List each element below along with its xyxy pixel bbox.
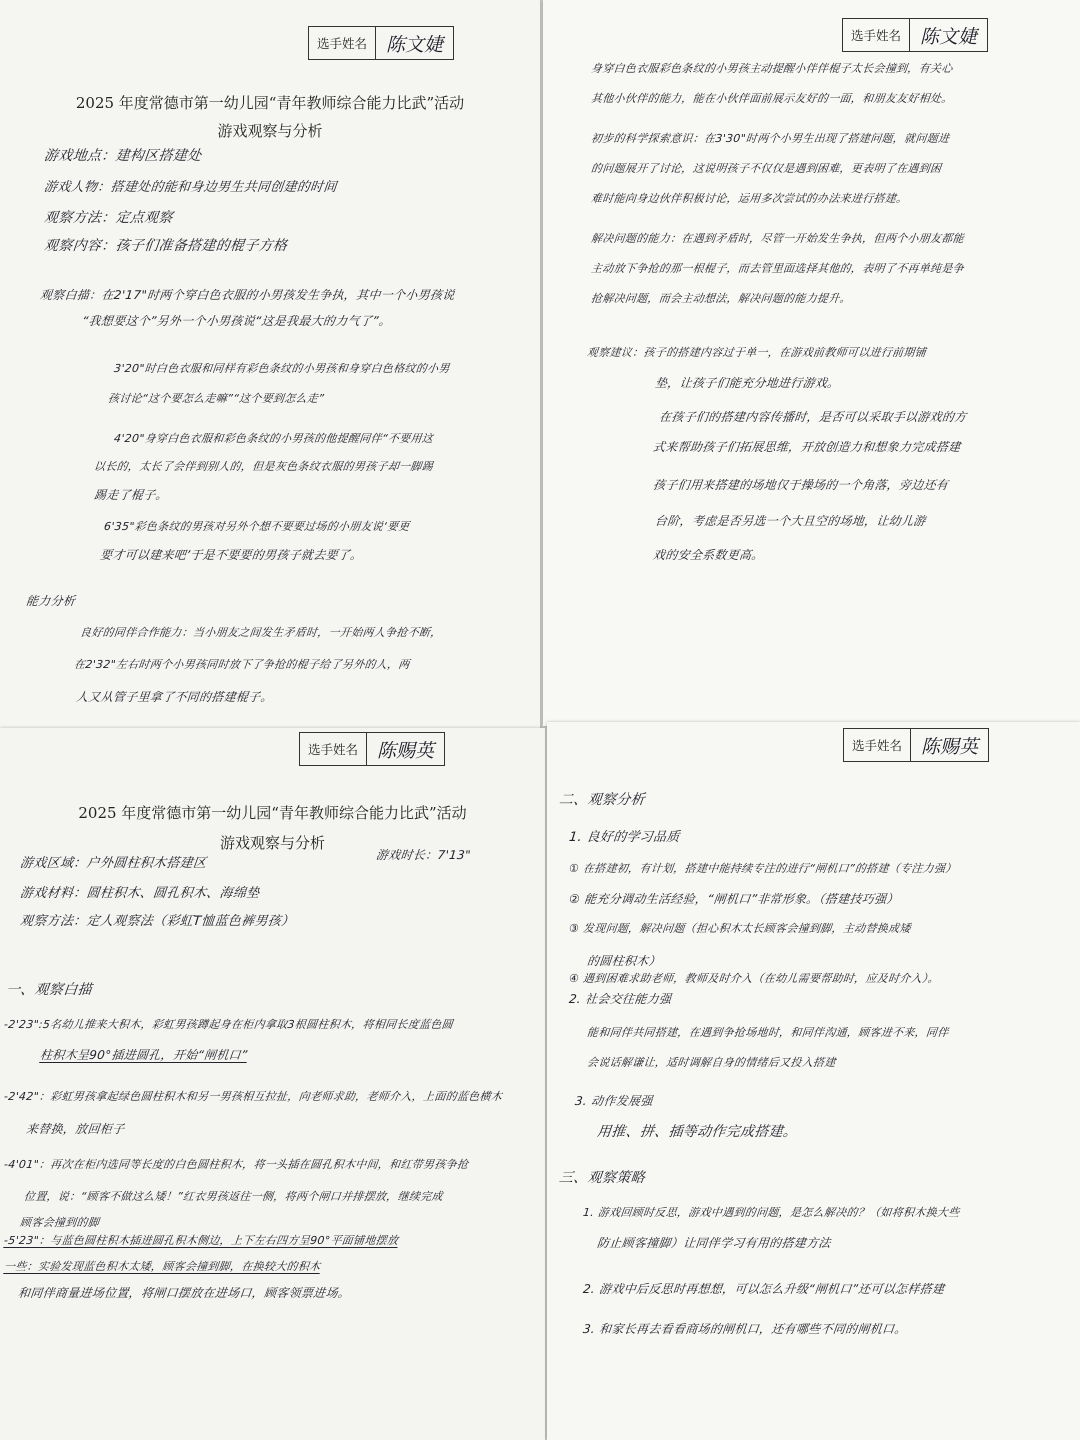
line-observe-2: “我想要这个”另外一个小男孩说“这是我最大的力气了”。 <box>81 314 392 328</box>
line-observe-5: -4'01"：再次在柜内选同等长度的白色圆柱积木，将一头插在圆孔积木中间，和红带男孩争抢 <box>3 1158 469 1171</box>
heading-analysis: 二、观察分析 <box>558 792 646 808</box>
line-analysis-4: ③ 发现问题，解决问题（担心积木太长顾客会撞到脚，主动替换成矮 <box>568 922 912 935</box>
contestant-name: 陈赐英 <box>921 735 979 758</box>
document-title: 2025 年度常德市第一幼儿园“青年教师综合能力比武”活动 <box>75 94 465 112</box>
heading-strategy: 三、观察策略 <box>558 1170 646 1186</box>
line-observe-6: 以长的，太长了会伴到别人的，但是灰色条纹衣服的男孩子却一脚踢 <box>93 460 434 473</box>
line-ability-2: 在2'32"左右时两个小男孩同时放下了争抢的棍子给了另外的人，两 <box>73 658 411 671</box>
line-observe-3: 3'20"时白色衣服和同样有彩色条纹的小男孩和身穿白色格纹的小男 <box>113 362 451 375</box>
line-observe-5: 4'20"身穿白色衣服和彩色条纹的小男孩的他提醒同伴“不要用这 <box>113 432 434 445</box>
heading-ability: 能力分析 <box>25 594 76 608</box>
contestant-name: 陈赐英 <box>377 739 435 762</box>
line-2: 其他小伙伴的能力，能在小伙伴面前展示友好的一面，和朋友友好相处。 <box>590 92 954 105</box>
line-observe-10: 和同伴商量进场位置，将闸口摆放在进场口，顾客领票进场。 <box>17 1286 351 1300</box>
line-analysis-2: ① 在搭建初，有计划，搭建中能持续专注的进行“闸机口”的搭建（专注力强） <box>568 862 958 875</box>
document-title: 2025 年度常德市第一幼儿园“青年教师综合能力比武”活动 <box>78 804 467 822</box>
line-strategy-3: 2. 游戏中后反思时再想想，可以怎么升级“闸机口”还可以怎样搭建 <box>582 1282 946 1296</box>
contestant-name: 陈文婕 <box>386 33 444 56</box>
line-strategy-4: 3. 和家长再去看看商场的闸机口，还有哪些不同的闸机口。 <box>582 1322 908 1336</box>
line-observe-9: 一些：实验发现蓝色积木太矮，顾客会撞到脚，在换较大的积木 <box>3 1260 322 1273</box>
line-observe-8: -5'23"：与蓝色圆柱积木插进圆孔积木侧边，上下左右四方呈90°平面铺地摆放 <box>3 1234 399 1247</box>
line-observe-6: 位置，说：“顾客不做这么矮！”红衣男孩返往一侧，将两个闸口并排摆放，继续完成 <box>23 1190 444 1203</box>
line-3: 初步的科学探索意识：在3'30"时两个小男生出现了搭建问题，就问题进 <box>590 132 950 145</box>
line-observe-8: 6'35"彩色条纹的男孩对另外个想不要要过场的小朋友说‘要更 <box>103 520 411 533</box>
name-box <box>842 18 988 52</box>
line-content: 观察内容：孩子们准备搭建的棍子方格 <box>43 238 288 254</box>
heading-observe: 一、观察白描 <box>5 982 93 998</box>
line-observe-2: 柱积木呈90°插进圆孔，开始“闸机口” <box>39 1048 249 1062</box>
line-method: 观察方法：定人观察法（彩虹T恤蓝色裤男孩） <box>19 914 296 929</box>
name-box <box>843 728 989 762</box>
line-analysis-1: 1. 良好的学习品质 <box>568 830 681 845</box>
line-analysis-8: 能和同伴共同搭建，在遇到争抢场地时，和同伴沟通，顾客进不来，同伴 <box>586 1026 950 1039</box>
line-suggest-4: 式来帮助孩子们拓展思维，开放创造力和想象力完成搭建 <box>652 440 962 454</box>
line-analysis-5: 的圆柱积木） <box>586 954 662 968</box>
line-analysis-7: 2. 社会交往能力强 <box>568 992 673 1006</box>
name-label: 选手姓名 <box>309 27 376 59</box>
sheet-top-left <box>0 0 540 732</box>
line-8: 抢解决问题，而会主动想法，解决问题的能力提升。 <box>590 292 852 305</box>
line-analysis-9: 会说话解谦让，适时调解自身的情绪后又投入搭建 <box>586 1056 837 1069</box>
line-observe-3: -2'42"：彩虹男孩拿起绿色圆柱积木和另一男孩相互拉扯，向老师求助，老师介入，上面的蓝色横木 <box>3 1090 503 1103</box>
line-4: 的问题展开了讨论，这说明孩子不仅仅是遇到困难，更表明了在遇到困 <box>590 162 943 175</box>
line-location: 游戏地点：建构区搭建处 <box>43 148 203 164</box>
sheet-bottom-left <box>0 728 545 1440</box>
line-suggest-6: 台阶，考虑是否另选一个大且空的场地，让幼儿游 <box>654 514 927 528</box>
line-1: 身穿白色衣服彩色条纹的小男孩主动提醒小伴伴棍子太长会撞到，有关心 <box>590 62 954 75</box>
document-subtitle: 游戏观察与分析 <box>219 834 325 852</box>
line-observe-1: -2'23":5名幼儿推来大积木，彩虹男孩蹲起身在柜内拿取3根圆柱积木，将相同长度蓝色圆 <box>3 1018 454 1031</box>
name-label: 选手姓名 <box>300 733 367 765</box>
name-box <box>299 732 445 766</box>
line-area: 游戏区域：户外圆柱积木搭建区 <box>19 856 208 871</box>
document-subtitle: 游戏观察与分析 <box>217 122 323 140</box>
line-observe-4: 孩讨论“这个要怎么走嘛”“这个要到怎么走” <box>107 392 325 405</box>
line-suggest-1: 观察建议：孩子的搭建内容过于单一，在游戏前教师可以进行前期铺 <box>586 346 927 359</box>
line-suggest-5: 孩子们用来搭建的场地仅于操场的一个角落，旁边还有 <box>652 478 949 492</box>
line-ability-3: 人又从管子里拿了不同的搭建棍子。 <box>75 690 274 704</box>
line-observe-1: 观察白描：在2'17"时两个穿白色衣服的小男孩发生争执，其中一个小男孩说 <box>39 288 456 302</box>
line-7: 主动放下争抢的那一根棍子，而去管里面选择其他的，表明了不再单纯是争 <box>590 262 965 275</box>
line-materials: 游戏材料：圆柱积木、圆孔积木、海绵垫 <box>19 886 261 901</box>
line-analysis-3: ② 能充分调动生活经验，“闸机口”非常形象。（搭建技巧强） <box>568 892 900 906</box>
line-suggest-3: 在孩子们的搭建内容传播时，是否可以采取手以游戏的方 <box>658 410 968 424</box>
line-analysis-10: 3. 动作发展强 <box>574 1094 654 1108</box>
name-box <box>308 26 454 60</box>
line-6: 解决问题的能力：在遇到矛盾时，尽管一开始发生争执，但两个小朋友都能 <box>590 232 965 245</box>
name-label: 选手姓名 <box>844 729 911 761</box>
sheet-bottom-right <box>547 722 1080 1440</box>
line-5: 难时能向身边伙伴积极讨论，运用多次尝试的办法来进行搭建。 <box>590 192 909 205</box>
sheet-top-right <box>543 0 1080 726</box>
line-duration: 游戏时长：7'13" <box>375 848 472 862</box>
line-observe-7: 顾客会撞到的脚 <box>19 1216 100 1229</box>
line-strategy-2: 防止顾客撞脚）让同伴学习有用的搭建方法 <box>596 1236 832 1250</box>
line-suggest-2: 垫，让孩子们能充分地进行游戏。 <box>654 376 841 390</box>
line-analysis-11: 用推、拼、插等动作完成搭建。 <box>596 1124 799 1140</box>
line-suggest-7: 戏的安全系数更高。 <box>652 548 765 562</box>
line-observe-9: 要才可以建来吧’于是不要要的男孩子就去要了。 <box>99 548 364 562</box>
line-strategy-1: 1. 游戏回顾时反思，游戏中遇到的问题，是怎么解决的？（如将积木换大些 <box>582 1206 961 1219</box>
line-observe-7: 踢走了棍子。 <box>93 488 169 502</box>
line-observe-4: 来替换，放回柜子 <box>25 1122 126 1136</box>
contestant-name: 陈文婕 <box>920 25 978 48</box>
line-people: 游戏人物：搭建处的能和身边男生共同创建的时间 <box>43 180 338 195</box>
line-ability-1: 良好的同伴合作能力：当小朋友之间发生矛盾时，一开始两人争抢不断， <box>79 626 443 639</box>
line-analysis-6: ④ 遇到困难求助老师，教师及时介入（在幼儿需要帮助时，应及时介入）。 <box>568 972 940 985</box>
name-label: 选手姓名 <box>843 19 910 51</box>
line-method: 观察方法：定点观察 <box>43 210 174 226</box>
